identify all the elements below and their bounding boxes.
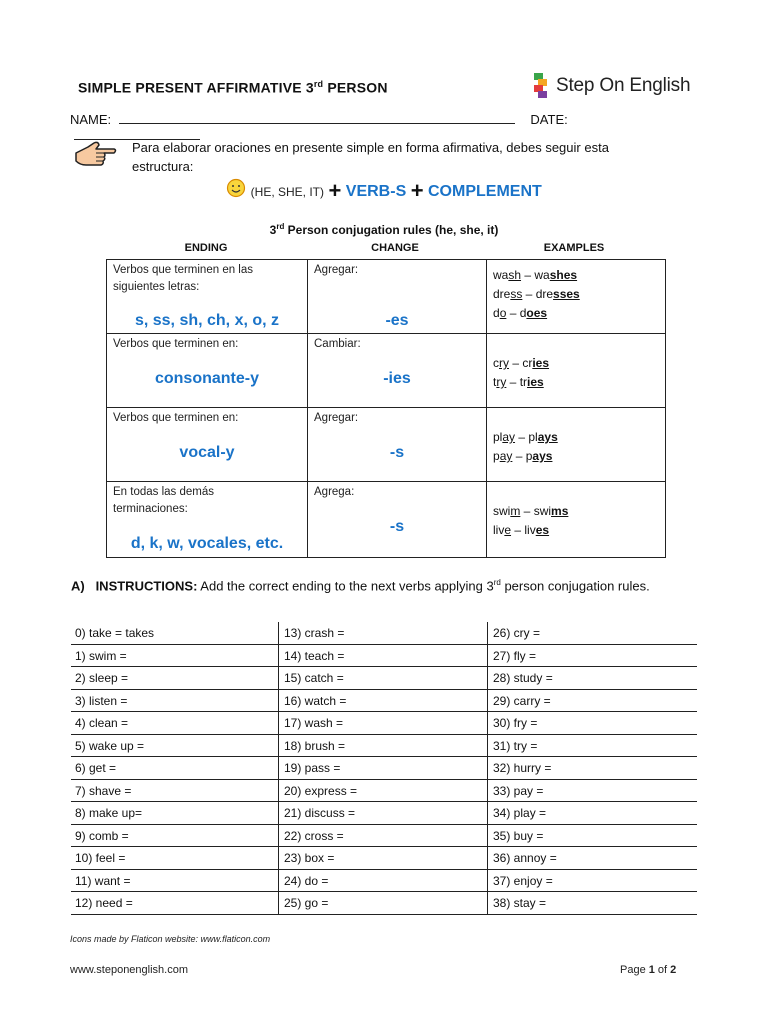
verb-item[interactable]: 26) cry = [487, 622, 697, 645]
formula-subjects: (HE, SHE, IT) [250, 185, 325, 199]
verb-item[interactable]: 8) make up= [71, 802, 278, 825]
logo-text: Step On English [556, 75, 691, 96]
plus-icon: + [328, 178, 342, 203]
verb-item[interactable]: 7) shave = [71, 780, 278, 803]
verb-item[interactable]: 15) catch = [278, 667, 487, 690]
examples-cell [487, 482, 666, 558]
verb-item[interactable]: 0) take = takes [71, 622, 278, 645]
formula-complement: COMPLEMENT [428, 183, 542, 200]
example-line: cry – cries [493, 356, 550, 370]
ending-cell: Verbos que terminen en las siguientes letras: s, ss, sh, ch, x, o, z [107, 260, 308, 334]
examples-list [493, 354, 549, 392]
verb-item[interactable]: 34) play = [487, 802, 697, 825]
date-label: DATE: [530, 112, 568, 127]
verb-item[interactable]: 30) fry = [487, 712, 697, 735]
col-header-examples: EXAMPLES [543, 242, 605, 254]
plus-icon: + [410, 178, 424, 203]
verb-item[interactable]: 1) swim = [71, 645, 278, 668]
ending-cell: En todas las demás terminaciones: d, k, w, vocales, etc. [107, 482, 308, 558]
verb-item[interactable]: 21) discuss = [278, 802, 487, 825]
verb-item[interactable]: 18) brush = [278, 735, 487, 758]
verb-item[interactable]: 22) cross = [278, 825, 487, 848]
verb-item[interactable]: 19) pass = [278, 757, 487, 780]
verb-item[interactable]: 10) feel = [71, 847, 278, 870]
verb-item[interactable]: 24) do = [278, 870, 487, 893]
page-number: Page 1 of 2 [620, 964, 677, 976]
change-cell: Agrega: -s [308, 482, 487, 558]
verb-item[interactable]: 9) comb = [71, 825, 278, 848]
verb-item[interactable]: 16) watch = [278, 690, 487, 713]
rule-row [107, 408, 666, 482]
examples-list [493, 428, 558, 466]
rule-row [107, 334, 666, 408]
example-line: try – tries [493, 375, 544, 389]
rule-row [107, 482, 666, 558]
verb-item[interactable]: 36) annoy = [487, 847, 697, 870]
name-label: NAME: [70, 112, 112, 127]
example-line: wash – washes [493, 268, 578, 282]
change-cell: Cambiar: -ies [308, 334, 487, 408]
verb-item[interactable]: 14) teach = [278, 645, 487, 668]
verb-item[interactable]: 11) want = [71, 870, 278, 893]
example-line: swim – swims [493, 504, 569, 518]
example-line: live – lives [493, 523, 550, 537]
verb-item[interactable]: 31) try = [487, 735, 697, 758]
verb-item[interactable]: 2) sleep = [71, 667, 278, 690]
verb-column-2 [278, 622, 487, 915]
verb-item[interactable]: 35) buy = [487, 825, 697, 848]
page-title: SIMPLE PRESENT AFFIRMATIVE 3rd PERSON [78, 79, 388, 96]
structure-formula [0, 178, 768, 204]
verb-item[interactable]: 38) stay = [487, 892, 697, 915]
example-line: dress – dresses [493, 287, 580, 301]
verb-item[interactable]: 3) listen = [71, 690, 278, 713]
icon-credit: Icons made by Flaticon website: www.flaticon.com [70, 934, 271, 944]
col-header-change: CHANGE [371, 242, 419, 254]
example-line: play – plays [493, 430, 558, 444]
logo-mark-icon [534, 73, 550, 99]
verb-item[interactable]: 27) fly = [487, 645, 697, 668]
examples-list [493, 266, 580, 323]
pointing-hand-icon [74, 139, 118, 176]
example-line: do – does [493, 306, 548, 320]
examples-cell [487, 408, 666, 482]
brand-logo [534, 73, 690, 99]
verb-item[interactable]: 28) study = [487, 667, 697, 690]
name-field[interactable] [119, 111, 515, 124]
verb-column-3 [487, 622, 697, 915]
examples-list [493, 502, 568, 540]
verb-item[interactable]: 37) enjoy = [487, 870, 697, 893]
example-line: pay – pays [493, 449, 553, 463]
verb-item[interactable]: 32) hurry = [487, 757, 697, 780]
examples-cell [487, 334, 666, 408]
examples-cell [487, 260, 666, 334]
verb-item[interactable]: 13) crash = [278, 622, 487, 645]
verb-column-1 [71, 622, 278, 915]
verb-item[interactable]: 12) need = [71, 892, 278, 915]
rules-table [106, 259, 666, 558]
intro-text: Para elaborar oraciones en presente simple en forma afirmativa, debes seguir esta estructura: [132, 140, 609, 174]
verb-item[interactable]: 29) carry = [487, 690, 697, 713]
change-cell: Agregar: -s [308, 408, 487, 482]
verb-item[interactable]: 5) wake up = [71, 735, 278, 758]
rules-title: 3rd Person conjugation rules (he, she, it) [269, 222, 499, 237]
instructions: A) INSTRUCTIONS: Add the correct ending to the next verbs applying 3rd person conjugation rules. [71, 578, 650, 594]
smiley-icon [226, 178, 246, 203]
col-header-ending: ENDING [184, 242, 228, 254]
rule-row [107, 260, 666, 334]
ending-cell: Verbos que terminen en: vocal-y [107, 408, 308, 482]
verb-item[interactable]: 23) box = [278, 847, 487, 870]
verb-item[interactable]: 33) pay = [487, 780, 697, 803]
formula-verb: VERB-S [345, 183, 407, 200]
verb-item[interactable]: 20) express = [278, 780, 487, 803]
verb-item[interactable]: 6) get = [71, 757, 278, 780]
website-link[interactable]: www.steponenglish.com [70, 964, 189, 976]
verb-item[interactable]: 17) wash = [278, 712, 487, 735]
verb-item[interactable]: 25) go = [278, 892, 487, 915]
ending-cell: Verbos que terminen en: consonante-y [107, 334, 308, 408]
verb-item[interactable]: 4) clean = [71, 712, 278, 735]
change-cell: Agregar: -es [308, 260, 487, 334]
